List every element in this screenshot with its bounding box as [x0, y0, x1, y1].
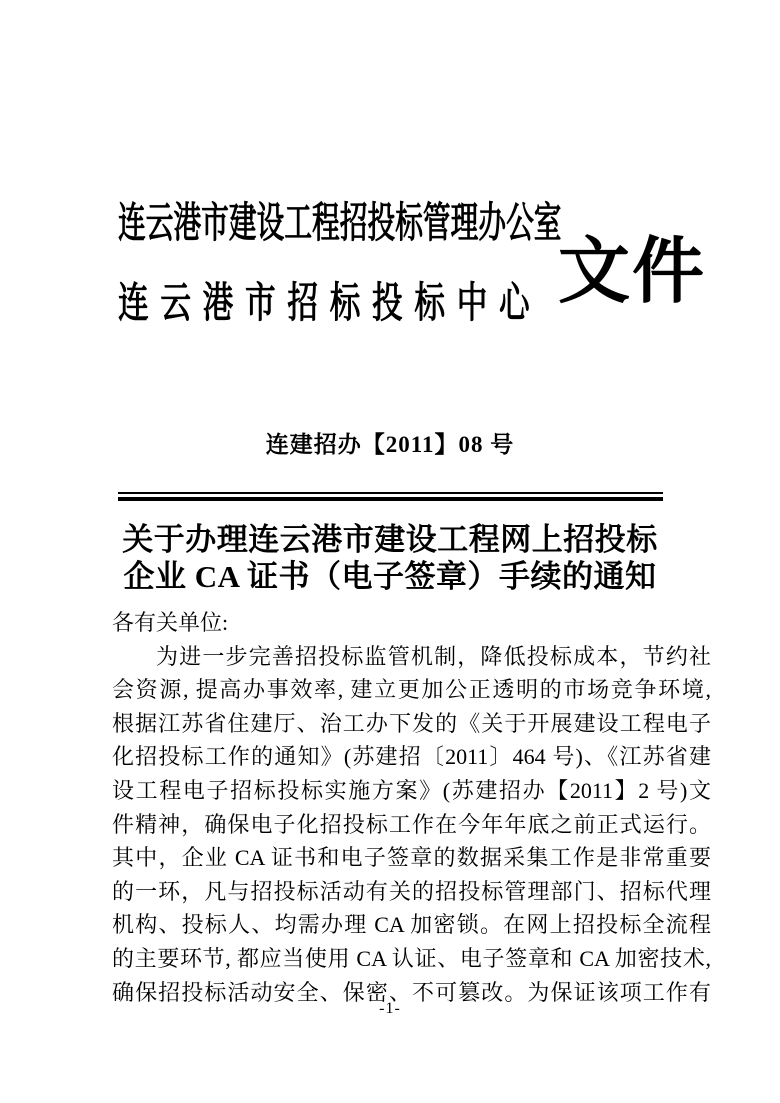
- body-line: 根据江苏省住建厅、治工办下发的《关于开展建设工程电子: [112, 710, 711, 736]
- body-line: 的一环，凡与招投标活动有关的招投标管理部门、招标代理: [112, 878, 711, 904]
- body-text-block: [112, 606, 711, 1009]
- body-line: 机构、投标人、均需办理 CA 加密锁。在网上招投标全流程: [112, 912, 711, 938]
- body-line: 的主要环节, 都应当使用 CA 认证、电子签章和 CA 加密技术,: [112, 945, 711, 971]
- header-divider-rule: [118, 492, 663, 503]
- letterhead-org-line1: 连云港市建设工程招投标管理办公室: [118, 201, 562, 247]
- page-number: -1-: [379, 1000, 401, 1017]
- body-line: 化招投标工作的通知》(苏建招〔2011〕464 号)、《江苏省建: [112, 744, 711, 770]
- divider-thick-line: [118, 497, 663, 501]
- salutation-line: 各有关单位:: [112, 610, 229, 635]
- document-title-line2: 企业 CA 证书（电子签章）手续的通知: [123, 559, 657, 594]
- body-line: 为进一步完善招投标监管机制，降低投标成本，节约社: [156, 643, 711, 669]
- letterhead-doc-type: 文件: [558, 232, 707, 312]
- body-line: 会资源, 提高办事效率, 建立更加公正透明的市场竞争环境,: [112, 677, 711, 703]
- document-title-line1: 关于办理连云港市建设工程网上招投标: [122, 522, 658, 557]
- body-line: 确保招投标活动安全、保密、不可篡改。为保证该项工作有: [112, 979, 711, 1005]
- doc-reference-number: 连建招办【2011】08 号: [265, 432, 515, 457]
- document-title: [0, 521, 780, 595]
- letterhead-org-line2: 连云港市招标投标中心: [118, 281, 542, 327]
- body-line: 其中，企业 CA 证书和电子签章的数据采集工作是非常重要: [112, 845, 711, 871]
- body-line: 件精神，确保电子化招投标工作在今年年底之前正式运行。: [112, 811, 711, 837]
- body-line: 设工程电子招标投标实施方案》(苏建招办【2011】2 号)文: [112, 777, 711, 803]
